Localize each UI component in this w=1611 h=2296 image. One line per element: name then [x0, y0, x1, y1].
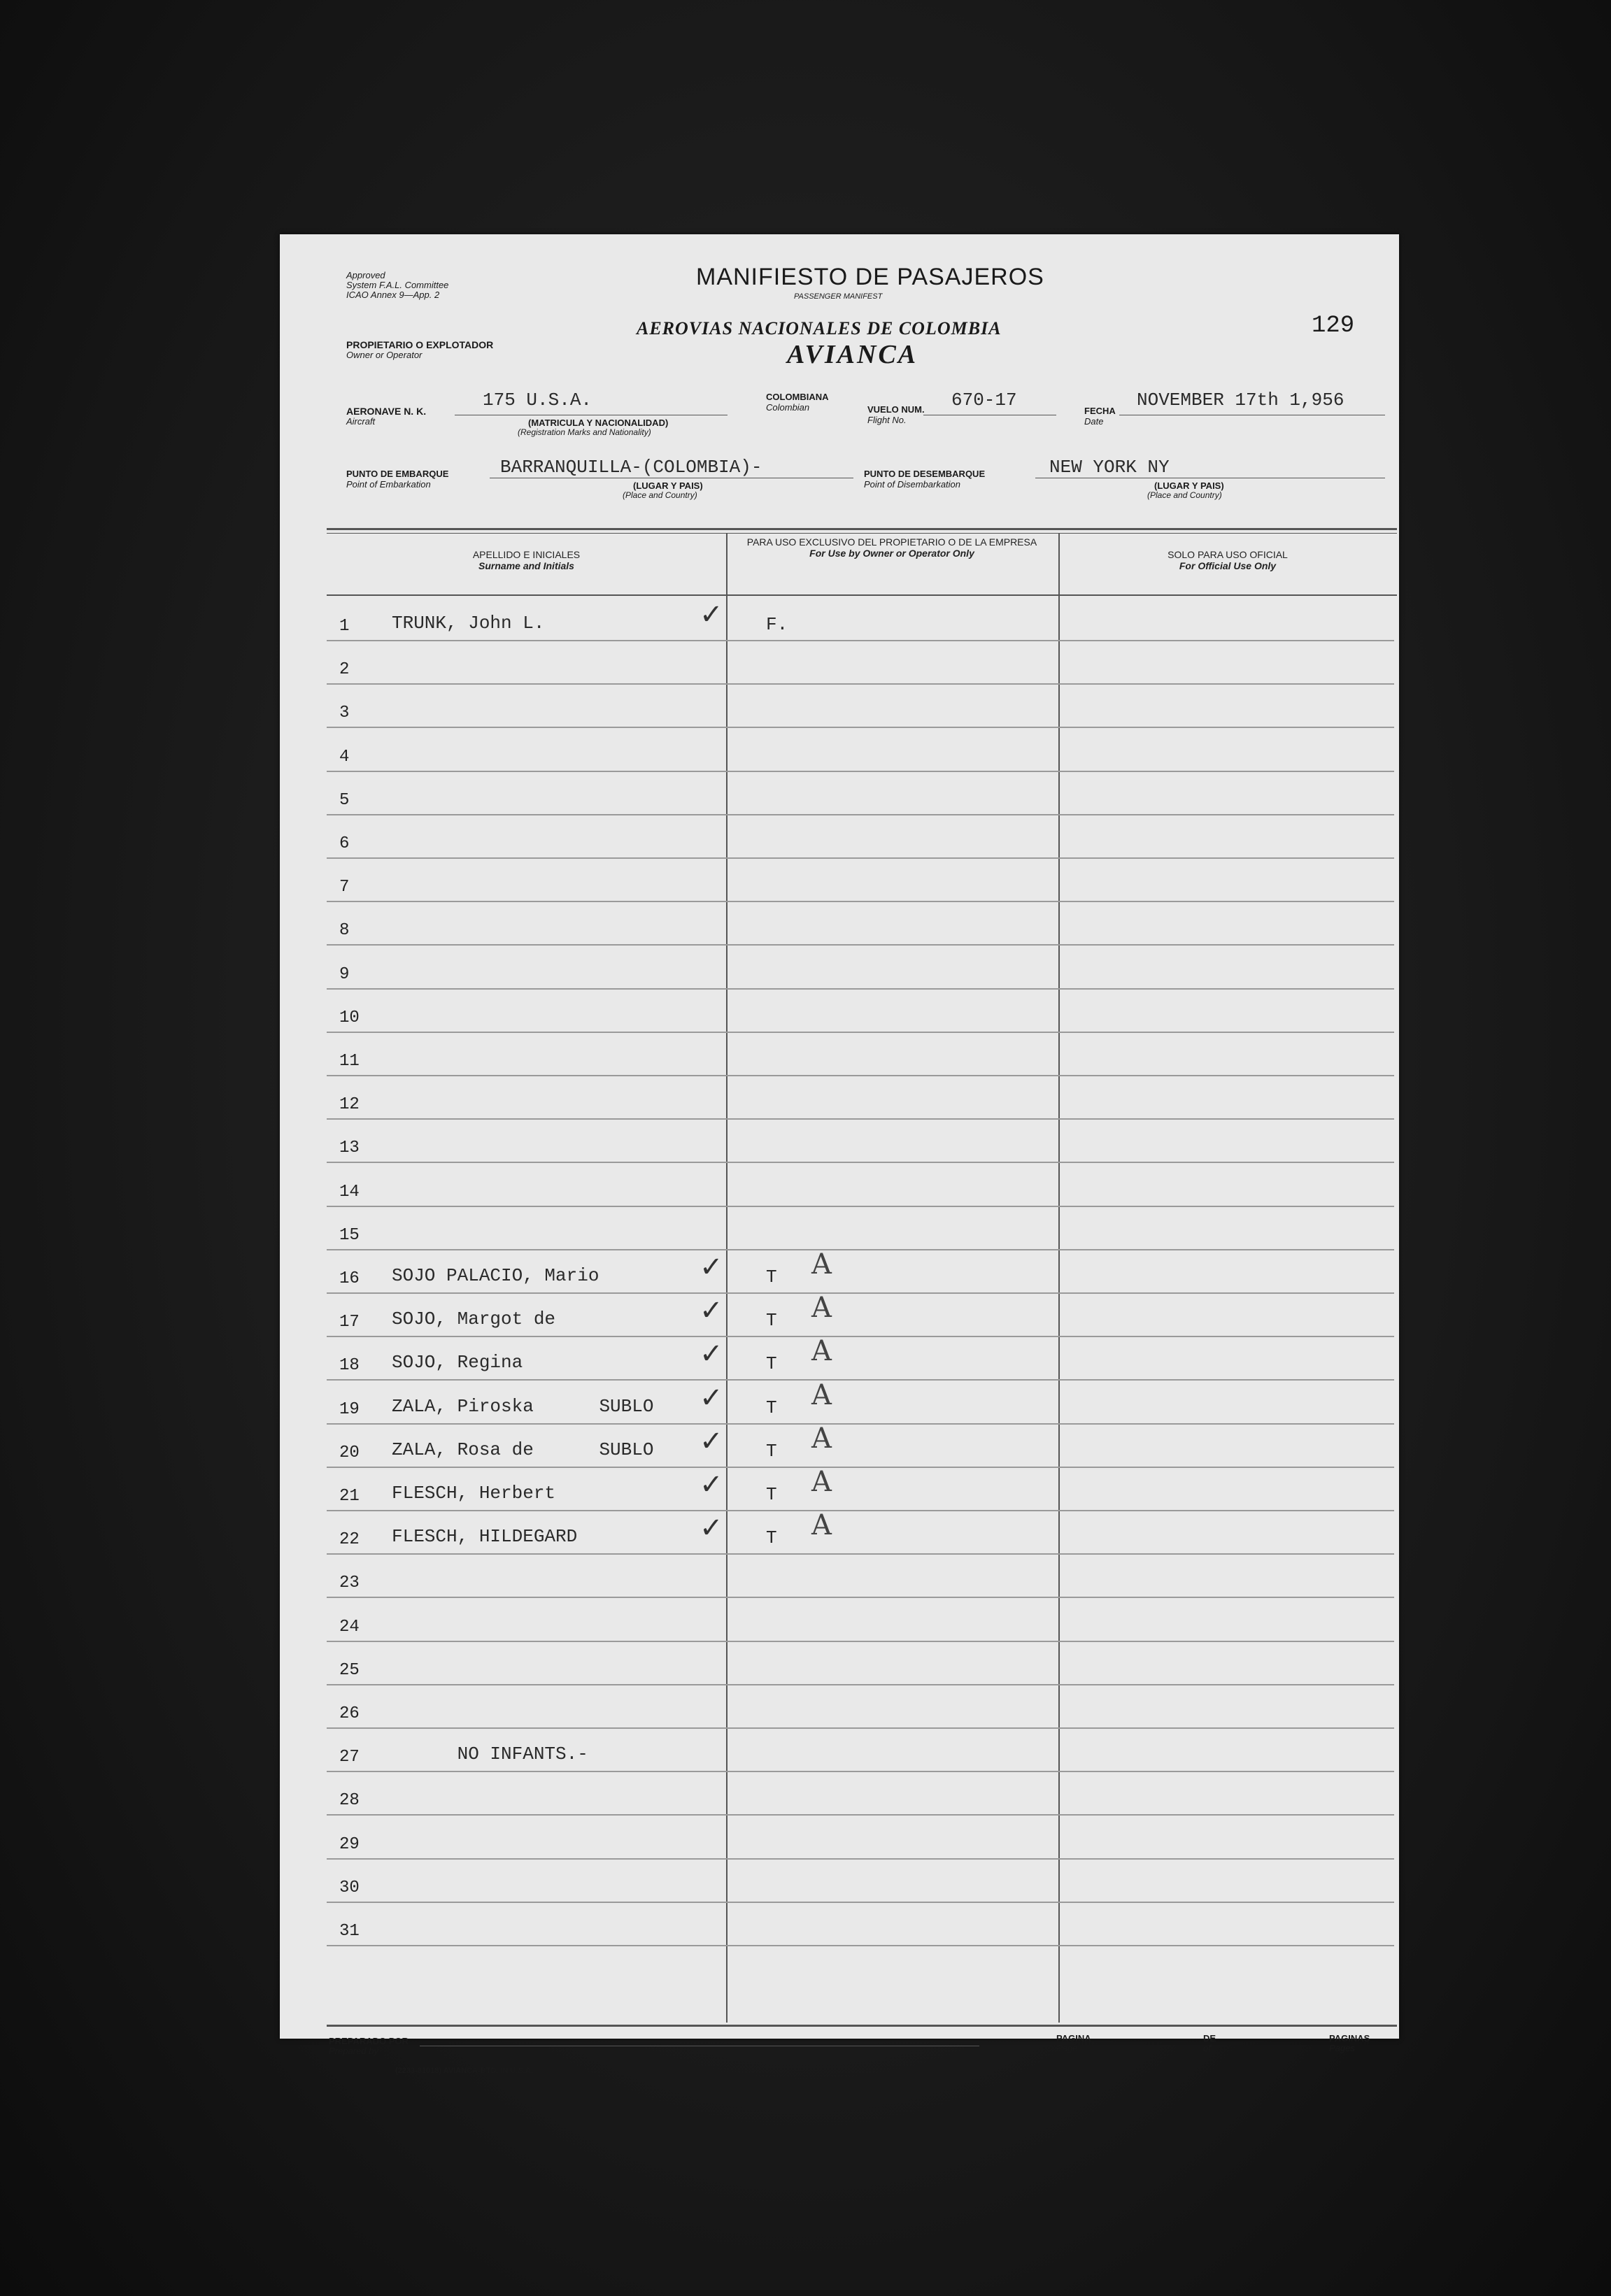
- disembark-label-en: Point of Disembarkation: [864, 479, 961, 490]
- row-number: 31: [339, 1922, 360, 1941]
- checkmark-icon: ✓: [700, 1469, 723, 1501]
- checkmark-icon: ✓: [700, 1382, 723, 1414]
- table-top-border: [327, 533, 1397, 534]
- row-number: 5: [339, 791, 350, 810]
- row-rule: [327, 1206, 1394, 1207]
- column-title-en: For Official Use Only: [1179, 560, 1277, 571]
- embark-place-label: (LUGAR Y PAIS): [633, 480, 703, 491]
- column-title: SOLO PARA USO OFICIAL: [1168, 549, 1288, 560]
- handwritten-mark: A: [811, 1335, 832, 1367]
- page-title: MANIFIESTO DE PASAJEROS: [696, 264, 1044, 290]
- row-rule: [327, 1553, 1394, 1555]
- checkmark-icon: ✓: [700, 1295, 723, 1327]
- page-label: PAGINA: [1056, 2033, 1091, 2044]
- passenger-name: FLESCH, HILDEGARD: [392, 1526, 578, 1547]
- row-rule: [327, 1249, 1394, 1250]
- sheet-number: 129: [1312, 313, 1355, 339]
- printer-note: (2233-81018) AVIANCA-BTD. IN U.S.A.: [395, 2067, 533, 2075]
- table-bottom-border: [327, 2025, 1397, 2027]
- row-rule: [327, 1075, 1394, 1076]
- prepared-by-label: PREPARADO POR: [329, 2036, 409, 2046]
- row-number: 24: [339, 1618, 360, 1637]
- of-label-en: of: [1203, 2043, 1211, 2053]
- approval-line: Approved: [346, 270, 385, 280]
- row-number: 16: [339, 1269, 360, 1288]
- row-rule: [327, 1684, 1394, 1685]
- row-number: 4: [339, 748, 350, 766]
- brand-name: AVIANCA: [787, 340, 918, 369]
- row-number: 13: [339, 1139, 360, 1157]
- row-rule: [327, 1858, 1394, 1860]
- column-title: APELLIDO E INICIALES: [472, 549, 581, 560]
- row-rule: [327, 901, 1394, 902]
- date-value: NOVEMBER 17th 1,956: [1137, 390, 1344, 411]
- row-rule: [327, 1597, 1394, 1598]
- embark-place-label-en: (Place and Country): [623, 490, 697, 500]
- column-title-en: Surname and Initials: [478, 560, 574, 571]
- row-rule: [327, 1945, 1394, 1946]
- owner-label: PROPIETARIO O EXPLOTADOR: [346, 339, 494, 350]
- owner-code: T: [766, 1267, 777, 1288]
- embark-value: BARRANQUILLA-(COLOMBIA)-: [500, 457, 762, 478]
- row-rule: [327, 771, 1394, 772]
- row-number: 15: [339, 1226, 360, 1245]
- row-rule: [327, 1902, 1394, 1903]
- pages-label: PAGINAS: [1329, 2033, 1370, 2044]
- pages-label-en: Pages: [1329, 2043, 1355, 2053]
- row-rule: [327, 1336, 1394, 1337]
- checkmark-icon: ✓: [700, 1338, 723, 1370]
- handwritten-mark: A: [811, 1509, 832, 1541]
- row-rule: [327, 1118, 1394, 1120]
- flight-number-value: 670-17: [951, 390, 1017, 411]
- owner-code: T: [766, 1310, 777, 1331]
- column-title-en: For Use by Owner or Operator Only: [809, 548, 974, 559]
- row-number: 9: [339, 965, 350, 984]
- row-rule: [327, 988, 1394, 990]
- passenger-name: NO INFANTS.-: [392, 1744, 588, 1764]
- table-top-border: [327, 528, 1397, 530]
- row-number: 10: [339, 1008, 360, 1027]
- passenger-name: SOJO, Regina: [392, 1352, 523, 1373]
- disembark-value: NEW YORK NY: [1049, 457, 1170, 478]
- handwritten-mark: A: [811, 1422, 832, 1455]
- embark-label: PUNTO DE EMBARQUE: [346, 469, 449, 479]
- row-number: 29: [339, 1835, 360, 1854]
- page-title-en: PASSENGER MANIFEST: [794, 292, 883, 301]
- row-number: 17: [339, 1313, 360, 1332]
- aircraft-label: AERONAVE N. K.: [346, 406, 427, 417]
- column-header-surname: [327, 549, 726, 571]
- flight-label-en: Flight No.: [867, 415, 907, 425]
- owner-code: T: [766, 1441, 777, 1462]
- row-number: 30: [339, 1878, 360, 1897]
- row-number: 27: [339, 1748, 360, 1767]
- row-rule: [327, 1162, 1394, 1163]
- row-number: 18: [339, 1356, 360, 1375]
- row-number: 2: [339, 660, 350, 679]
- row-rule: [327, 1379, 1394, 1381]
- owner-code: T: [766, 1353, 777, 1374]
- manifest-sheet: [280, 234, 1399, 2075]
- registration-label: (MATRICULA Y NACIONALIDAD): [528, 418, 669, 428]
- checkmark-icon: ✓: [700, 1425, 723, 1457]
- approval-line: ICAO Annex 9—App. 2: [346, 290, 440, 300]
- row-rule: [327, 814, 1394, 815]
- disembark-place-label-en: (Place and Country): [1147, 490, 1222, 500]
- row-rule: [327, 640, 1394, 641]
- row-number: 21: [339, 1487, 360, 1506]
- row-number: 19: [339, 1400, 360, 1419]
- flight-label: VUELO NUM.: [867, 404, 925, 415]
- column-title: PARA USO EXCLUSIVO DEL PROPIETARIO O DE LA EMPRESA: [746, 536, 1037, 548]
- row-number: 28: [339, 1791, 360, 1810]
- row-rule: [327, 1510, 1394, 1511]
- passenger-name: ZALA, Piroska SUBLO: [392, 1396, 654, 1417]
- row-rule: [327, 1467, 1394, 1468]
- row-rule: [327, 1727, 1394, 1729]
- owner-code: T: [766, 1484, 777, 1505]
- embark-label-en: Point of Embarkation: [346, 479, 431, 490]
- column-header-official: [1060, 549, 1396, 571]
- of-label: DE: [1203, 2033, 1216, 2044]
- passenger-name: SOJO, Margot de: [392, 1309, 556, 1329]
- row-number: 14: [339, 1183, 360, 1202]
- handwritten-mark: A: [811, 1466, 832, 1498]
- passenger-name: ZALA, Rosa de SUBLO: [392, 1439, 654, 1460]
- header-bottom-border: [327, 594, 1397, 596]
- row-number: 7: [339, 878, 350, 897]
- row-rule: [327, 944, 1394, 946]
- owner-label-en: Owner or Operator: [346, 350, 423, 360]
- approval-note: [346, 271, 448, 300]
- row-rule: [327, 1032, 1394, 1033]
- row-rule: [327, 727, 1394, 728]
- row-number: 20: [339, 1443, 360, 1462]
- owner-code: F.: [766, 614, 788, 635]
- row-rule: [327, 1641, 1394, 1642]
- checkmark-icon: ✓: [700, 1251, 723, 1283]
- date-label-en: Date: [1084, 416, 1104, 427]
- company-name: AEROVIAS NACIONALES DE COLOMBIA: [637, 318, 1002, 338]
- row-number: 25: [339, 1661, 360, 1680]
- handwritten-mark: A: [811, 1292, 832, 1324]
- row-number: 12: [339, 1095, 360, 1114]
- nationality-label: COLOMBIANA: [766, 392, 829, 402]
- registration-label-en: (Registration Marks and Nationality): [518, 427, 651, 437]
- row-number: 8: [339, 921, 350, 940]
- row-rule: [327, 1423, 1394, 1425]
- disembark-label: PUNTO DE DESEMBARQUE: [864, 469, 986, 479]
- row-rule: [327, 683, 1394, 685]
- disembark-place-label: (LUGAR Y PAIS): [1154, 480, 1224, 491]
- aircraft-label-en: Aircraft: [346, 416, 376, 427]
- prepared-by-label-en: Prepared by: [329, 2046, 378, 2056]
- checkmark-icon: ✓: [700, 1512, 723, 1544]
- row-number: 23: [339, 1574, 360, 1592]
- passenger-name: TRUNK, John L.: [392, 613, 545, 634]
- approval-line: System F.A.L. Committee: [346, 280, 449, 290]
- handwritten-mark: A: [811, 1248, 832, 1281]
- passenger-name: FLESCH, Herbert: [392, 1483, 556, 1504]
- row-number: 3: [339, 704, 350, 722]
- row-number: 1: [339, 617, 350, 636]
- row-rule: [327, 1771, 1394, 1772]
- checkmark-icon: ✓: [700, 599, 723, 631]
- owner-code: T: [766, 1527, 777, 1548]
- row-number: 26: [339, 1704, 360, 1723]
- owner-code: T: [766, 1397, 777, 1418]
- column-divider: [1058, 533, 1060, 2023]
- nationality-label-en: Colombian: [766, 402, 810, 413]
- passenger-name: SOJO PALACIO, Mario: [392, 1265, 599, 1286]
- page-label-en: Page: [1056, 2043, 1078, 2053]
- row-rule: [327, 857, 1394, 859]
- row-number: 11: [339, 1052, 360, 1071]
- date-label: FECHA: [1084, 406, 1116, 416]
- row-number: 6: [339, 834, 350, 853]
- handwritten-mark: A: [811, 1379, 832, 1411]
- aircraft-value: 175 U.S.A.: [483, 390, 592, 411]
- column-header-owner: [741, 536, 1042, 559]
- row-rule: [327, 1814, 1394, 1816]
- column-divider: [726, 533, 728, 2023]
- row-rule: [327, 1292, 1394, 1294]
- row-number: 22: [339, 1530, 360, 1549]
